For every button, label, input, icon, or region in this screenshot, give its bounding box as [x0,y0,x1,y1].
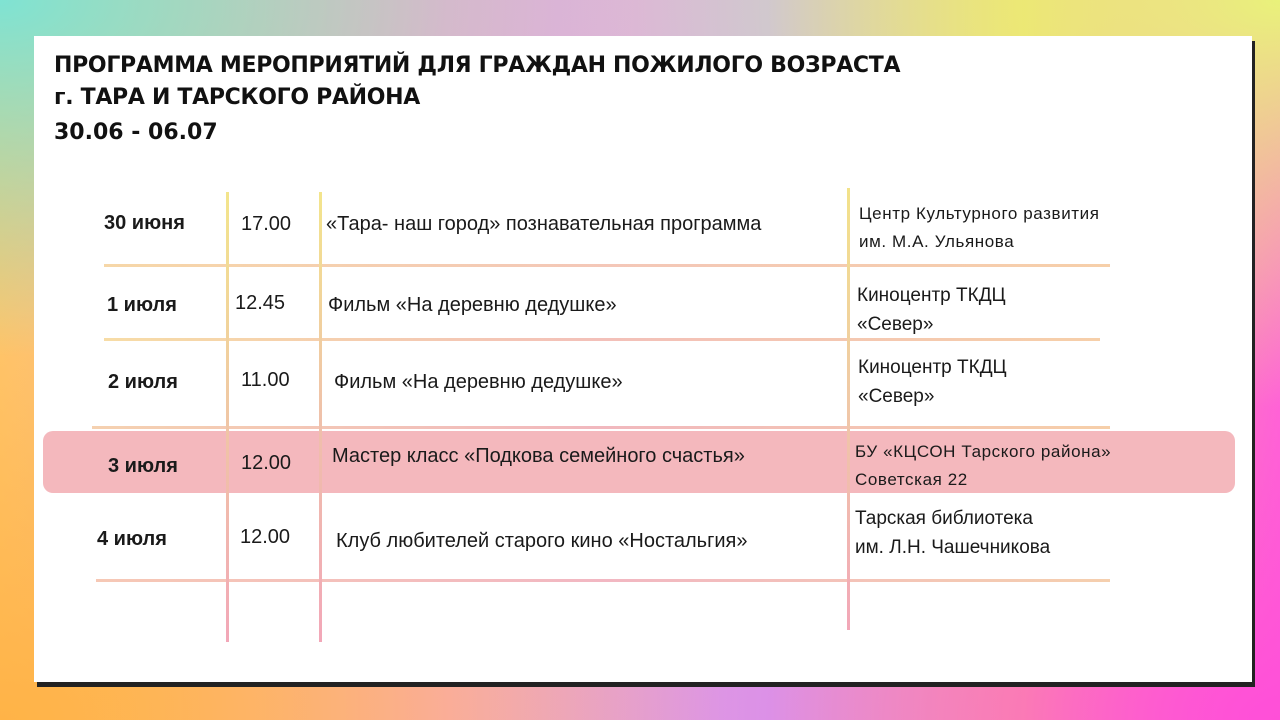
page-title [54,50,900,114]
row-2-event: Фильм «На деревню дедушке» [328,294,617,316]
row-5-place [855,504,1050,562]
row-5-place-line-2: им. Л.Н. Чашечникова [855,537,1051,558]
row-5-event: Клуб любителей старого кино «Ностальгия» [336,530,748,552]
row-3-event: Фильм «На деревню дедушке» [334,371,623,393]
row-3-place-line-2: «Север» [858,386,935,407]
row-divider [104,264,1110,267]
row-4-place [855,438,1111,494]
row-4-place-line-2: Советская 22 [855,470,968,489]
row-4-time: 12.00 [241,452,292,474]
column-divider [226,192,229,642]
row-3-day: 2 июля [108,371,178,393]
column-divider [319,192,322,642]
row-5-time: 12.00 [240,526,291,548]
title-line-2: г. ТАРА И ТАРСКОГО РАЙОНА [54,85,420,110]
row-2-day: 1 июля [107,294,177,316]
row-1-time: 17.00 [241,213,292,235]
row-4-day: 3 июля [108,455,178,477]
row-5-place-line-1: Тарская библиотека [855,508,1033,529]
row-5-day: 4 июля [97,528,167,550]
row-2-time: 12.45 [235,292,286,314]
row-divider [92,426,1110,429]
row-3-time: 11.00 [241,369,290,391]
schedule-card [34,36,1252,682]
row-1-day: 30 июня [104,212,185,234]
row-3-place [858,353,1007,411]
row-2-place-line-1: Киноцентр ТКДЦ [857,285,1006,306]
row-1-place [859,200,1100,256]
title-line-1: ПРОГРАММА МЕРОПРИЯТИЙ ДЛЯ ГРАЖДАН ПОЖИЛОГО ВОЗРАСТА [54,53,901,78]
row-1-place-line-2: им. М.А. Ульянова [859,232,1015,251]
row-4-place-line-1: БУ «КЦСОН Тарского района» [855,442,1112,461]
row-divider [96,579,1110,582]
row-4-event: Мастер класс «Подкова семейного счастья» [332,445,745,467]
row-2-place [857,281,1006,339]
row-3-place-line-1: Киноцентр ТКДЦ [858,357,1007,378]
row-1-place-line-1: Центр Культурного развития [859,204,1100,223]
column-divider [847,188,850,630]
row-1-event: «Тара- наш город» познавательная программа [326,213,762,235]
row-2-place-line-2: «Север» [857,314,934,335]
date-range: 30.06 - 06.07 [54,120,218,145]
